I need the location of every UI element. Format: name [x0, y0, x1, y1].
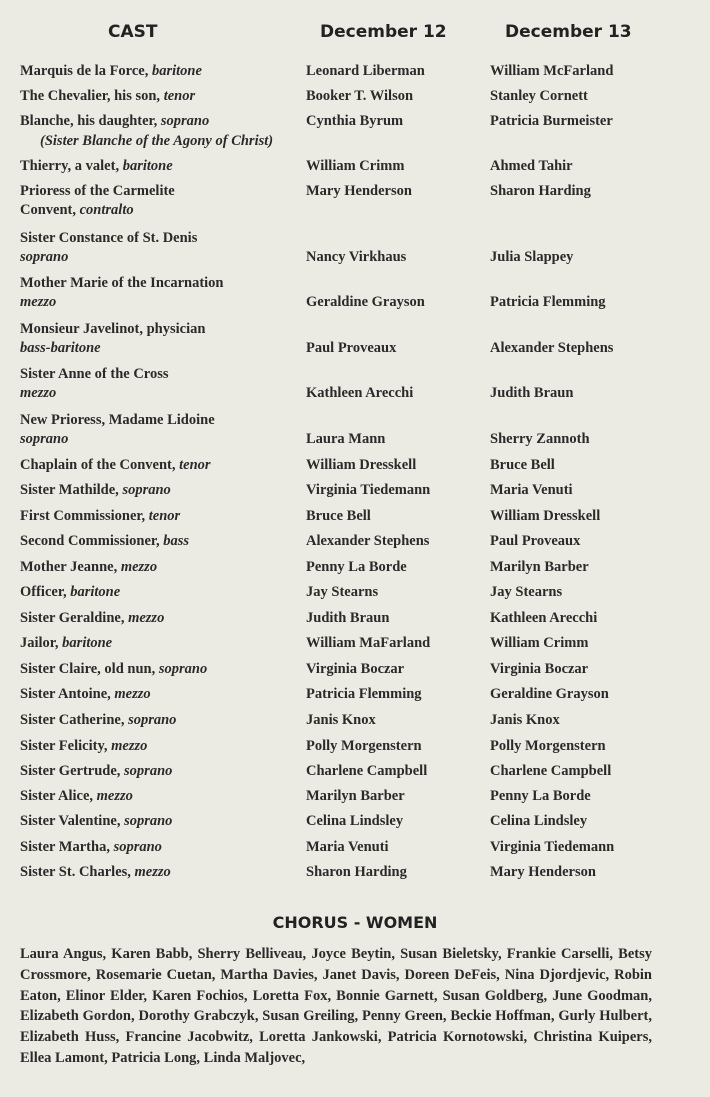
performer-december-12: Patricia Flemming — [306, 686, 422, 702]
voice-type: soprano — [124, 763, 173, 779]
role-cell — [20, 863, 300, 882]
voice-type: mezzo — [128, 610, 165, 626]
performer-december-12: William MaFarland — [306, 635, 431, 651]
voice-type: soprano — [20, 249, 69, 265]
performer-december-12: Mary Henderson — [306, 183, 412, 199]
role-cell — [20, 660, 300, 679]
performer-december-13: Janis Knox — [490, 712, 560, 728]
performer-december-12: Janis Knox — [306, 712, 376, 728]
role-name: Blanche, his daughter, — [20, 113, 158, 129]
performer-december-12: Polly Morgenstern — [306, 738, 422, 754]
performer-december-12: Virginia Boczar — [306, 661, 405, 677]
role-name: Second Commissioner, — [20, 533, 160, 549]
performer-december-13: Sharon Harding — [490, 183, 591, 199]
role-cell — [20, 685, 300, 704]
chorus-title: CHORUS - WOMEN — [272, 913, 438, 932]
role-name: The Chevalier, his son, — [20, 88, 161, 104]
role-cell — [20, 87, 300, 106]
performer-december-13: Penny La Borde — [490, 788, 591, 804]
voice-type: soprano — [160, 113, 210, 129]
role-name: Mother Jeanne, — [20, 559, 118, 575]
performer-december-13: Mary Henderson — [490, 864, 596, 880]
voice-type: contralto — [79, 202, 134, 218]
date-header-december-12: December 12 — [320, 22, 447, 42]
performer-december-13: Alexander Stephens — [490, 340, 614, 356]
role-name: Sister Claire, old nun, — [20, 661, 156, 677]
role-cell — [20, 762, 300, 781]
role-name: Officer, — [20, 584, 67, 600]
performer-december-13: William Dresskell — [490, 508, 601, 524]
role-cell — [20, 812, 300, 831]
role-name: Sister Constance of St. Denis — [20, 230, 198, 246]
voice-type: soprano — [113, 839, 162, 855]
role-name: Jailor, — [20, 635, 59, 651]
role-cell — [20, 634, 300, 653]
performer-december-12: Virginia Tiedemann — [306, 482, 431, 498]
role-name: Sister Martha, — [20, 839, 110, 855]
role-cell — [20, 583, 300, 602]
performer-december-12: Geraldine Grayson — [306, 294, 425, 310]
performer-december-13: William McFarland — [490, 63, 614, 79]
voice-type: baritone — [122, 158, 173, 174]
voice-type: mezzo — [20, 294, 57, 310]
performer-december-12: Judith Braun — [306, 610, 390, 626]
cast-header: CAST — [108, 22, 158, 42]
performer-december-13: Jay Stearns — [490, 584, 563, 600]
role-cell — [20, 532, 300, 551]
performer-december-13: Julia Slappey — [490, 249, 574, 265]
role-name: Monsieur Javelinot, physician — [20, 321, 206, 337]
voice-type: mezzo — [96, 788, 133, 804]
performer-december-13: Ahmed Tahir — [490, 158, 573, 174]
role-cell — [20, 157, 300, 176]
role-name: Sister Gertrude, — [20, 763, 121, 779]
role-name: Sister Catherine, — [20, 712, 125, 728]
voice-type: bass-baritone — [20, 340, 101, 356]
performer-december-12: Kathleen Arecchi — [306, 385, 414, 401]
performer-december-12: Laura Mann — [306, 431, 386, 447]
date-header-december-13: December 13 — [505, 22, 632, 42]
role-cell — [20, 411, 300, 449]
performer-december-13: Kathleen Arecchi — [490, 610, 598, 626]
voice-type: tenor — [163, 88, 196, 104]
role-name-continued: Convent, — [20, 202, 76, 218]
role-cell — [20, 507, 300, 526]
performer-december-13: Sherry Zannoth — [490, 431, 590, 447]
role-name: Sister Alice, — [20, 788, 94, 804]
performer-december-13: Polly Morgenstern — [490, 738, 606, 754]
performer-december-12: Leonard Liberman — [306, 63, 425, 79]
role-cell — [20, 787, 300, 806]
role-cell — [20, 274, 300, 312]
performer-december-12: Bruce Bell — [306, 508, 371, 524]
role-name: Sister Felicity, — [20, 738, 108, 754]
role-name: Sister St. Charles, — [20, 864, 131, 880]
performer-december-13: Bruce Bell — [490, 457, 555, 473]
role-name: New Prioress, Madame Lidoine — [20, 412, 215, 428]
voice-type: soprano — [20, 431, 69, 447]
voice-type: bass — [163, 533, 190, 549]
role-name: Sister Mathilde, — [20, 482, 119, 498]
voice-type: mezzo — [134, 864, 171, 880]
voice-type: baritone — [151, 63, 202, 79]
role-cell — [20, 229, 300, 267]
voice-type: baritone — [62, 635, 113, 651]
voice-type: soprano — [128, 712, 177, 728]
performer-december-12: Penny La Borde — [306, 559, 407, 575]
role-name: First Commissioner, — [20, 508, 146, 524]
voice-type: soprano — [122, 482, 171, 498]
voice-type: soprano — [158, 661, 208, 677]
performer-december-13: William Crimm — [490, 635, 589, 651]
performer-december-13: Paul Proveaux — [490, 533, 581, 549]
performer-december-13: Marilyn Barber — [490, 559, 589, 575]
performer-december-12: Jay Stearns — [306, 584, 379, 600]
role-name: Prioress of the Carmelite — [20, 183, 175, 199]
role-cell — [20, 558, 300, 577]
performer-december-12: William Crimm — [306, 158, 405, 174]
role-note: (Sister Blanche of the Agony of Christ) — [40, 133, 274, 149]
performer-december-12: Nancy Virkhaus — [306, 249, 407, 265]
role-name: Sister Valentine, — [20, 813, 121, 829]
role-cell — [20, 737, 300, 756]
performer-december-12: Paul Proveaux — [306, 340, 397, 356]
performer-december-13: Virginia Tiedemann — [490, 839, 615, 855]
role-cell — [20, 182, 300, 220]
role-name: Sister Geraldine, — [20, 610, 125, 626]
voice-type: soprano — [124, 813, 173, 829]
role-name: Sister Anne of the Cross — [20, 366, 169, 382]
performer-december-12: Booker T. Wilson — [306, 88, 414, 104]
voice-type: mezzo — [120, 559, 158, 575]
role-name: Thierry, a valet, — [20, 158, 120, 174]
role-cell — [20, 365, 300, 403]
role-name: Chaplain of the Convent, — [20, 457, 176, 473]
role-name: Marquis de la Force, — [20, 63, 149, 79]
performer-december-13: Patricia Flemming — [490, 294, 606, 310]
role-cell — [20, 838, 300, 857]
performer-december-13: Charlene Campbell — [490, 763, 612, 779]
role-cell — [20, 609, 300, 628]
performer-december-12: Cynthia Byrum — [306, 113, 404, 129]
performer-december-12: Celina Lindsley — [306, 813, 404, 829]
performer-december-13: Judith Braun — [490, 385, 574, 401]
performer-december-12: William Dresskell — [306, 457, 417, 473]
performer-december-13: Stanley Cornett — [490, 88, 588, 104]
voice-type: tenor — [148, 508, 181, 524]
role-name: Mother Marie of the Incarnation — [20, 275, 224, 291]
performer-december-13: Maria Venuti — [490, 482, 573, 498]
performer-december-12: Maria Venuti — [306, 839, 389, 855]
role-cell — [20, 112, 300, 131]
role-cell — [20, 320, 300, 358]
performer-december-13: Patricia Burmeister — [490, 113, 613, 129]
performer-december-12: Marilyn Barber — [306, 788, 405, 804]
role-cell — [20, 481, 300, 500]
role-cell — [20, 62, 300, 81]
voice-type: mezzo — [20, 385, 57, 401]
role-name: Sister Antoine, — [20, 686, 111, 702]
role-cell — [20, 456, 300, 475]
chorus-names: Laura Angus, Karen Babb, Sherry Belliveau, Joyce Beytin, Susan Bieletsky, Frankie Carselli, Betsy Crossmore, Rosemarie Cuetan, Martha Davies, Janet Davis, Doreen DeFeis, Nina Djordjevic, Robin Eaton, Elinor Elder, Karen Fochios, Loretta Fox, Bonnie Garnett, Susan Goldberg, June Goodman, Elizabeth Gordon, Dorothy Grabczyk, Susan Greiling, Penny Green, Beckie Hoffman, Gurly Hulbert, Elizabeth Huss, Francine Jacobwitz, Loretta Jankowski, Patricia Kornotowski, Christina Kuipers, Ellea Lamont, Patricia Long, Linda Maljovec, — [20, 946, 652, 1066]
performer-december-12: Alexander Stephens — [306, 533, 430, 549]
voice-type: baritone — [70, 584, 121, 600]
voice-type: mezzo — [111, 738, 148, 754]
performer-december-12: Charlene Campbell — [306, 763, 428, 779]
performer-december-13: Celina Lindsley — [490, 813, 588, 829]
performer-december-12: Sharon Harding — [306, 864, 407, 880]
performer-december-13: Geraldine Grayson — [490, 686, 609, 702]
voice-type: mezzo — [114, 686, 151, 702]
role-cell — [20, 711, 300, 730]
performer-december-13: Virginia Boczar — [490, 661, 589, 677]
voice-type: tenor — [179, 457, 211, 473]
